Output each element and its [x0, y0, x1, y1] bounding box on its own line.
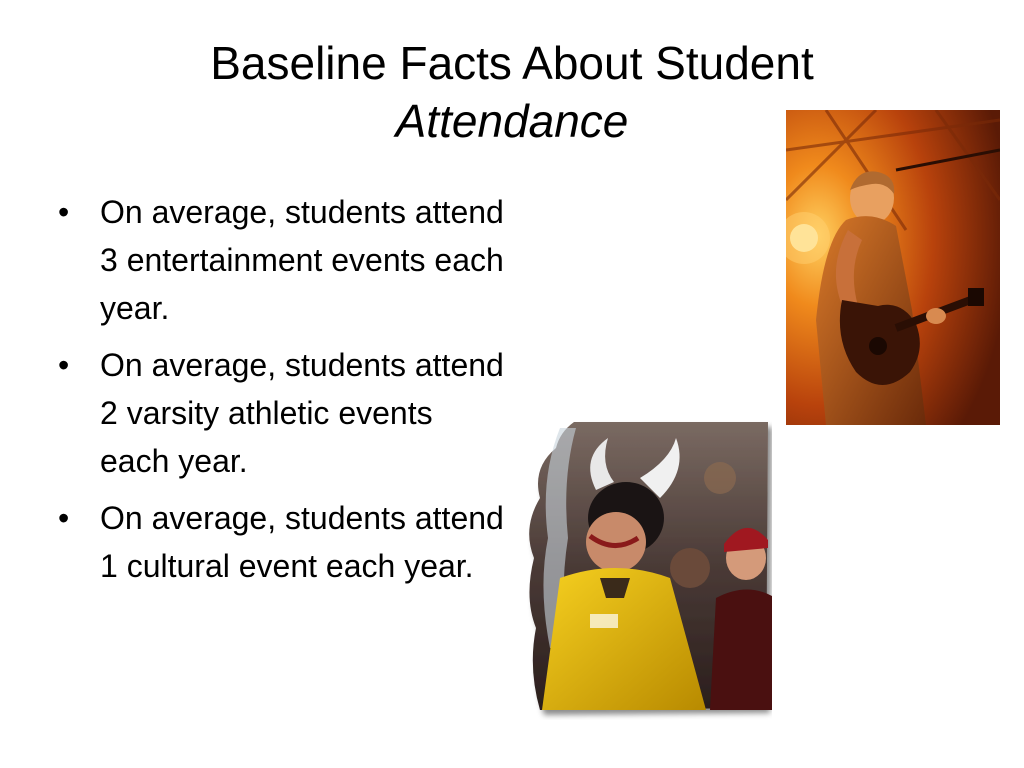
bullet-item: [58, 494, 508, 590]
bullet-text: On average, students attend 1 cultural event each year.: [100, 500, 504, 584]
fan-photo: [520, 418, 772, 720]
sports-fan-image: [520, 418, 772, 720]
bullet-icon: •: [58, 500, 70, 536]
guitarist-on-stage-image: [786, 110, 1000, 425]
title-line-2: Attendance: [395, 95, 629, 147]
bullet-item: [58, 188, 508, 332]
bullet-list: [58, 188, 508, 599]
bullet-icon: •: [58, 347, 70, 383]
bullet-text: On average, students attend 3 entertainment events each year.: [100, 194, 504, 326]
bullet-text: On average, students attend 2 varsity athletic events each year.: [100, 347, 504, 479]
concert-photo: [786, 110, 1000, 425]
bullet-item: [58, 341, 508, 485]
title-line-1: Baseline Facts About Student: [210, 37, 814, 89]
bullet-icon: •: [58, 194, 70, 230]
